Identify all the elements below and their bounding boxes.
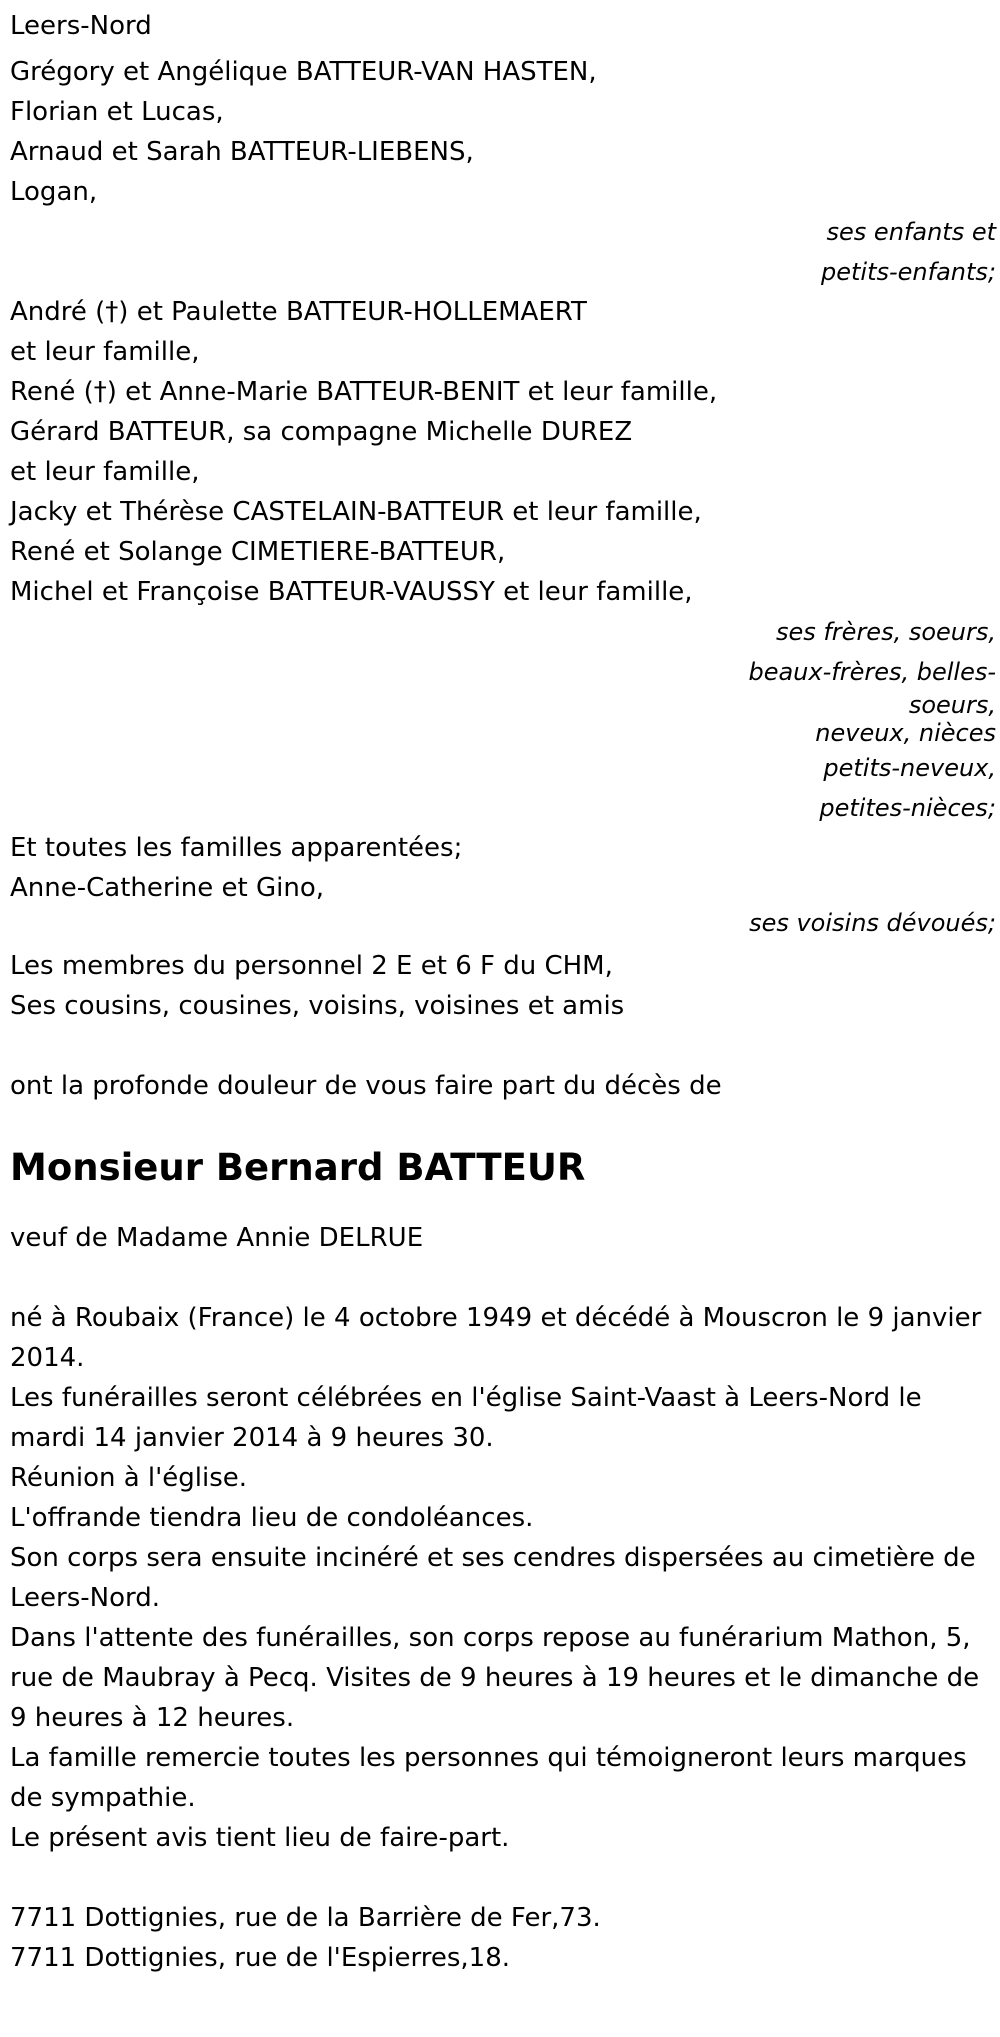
detail-paragraph: Le présent avis tient lieu de faire-part. (10, 1823, 510, 1853)
detail-paragraph: Les funérailles seront célébrées en l'église Saint-Vaast à Leers-Nord le mardi 14 janvier 2014 à 9 heures 30. (10, 1383, 922, 1453)
addresses-block (10, 1898, 996, 1978)
family-line: et leur famille, (10, 457, 200, 487)
family-line: et leur famille, (10, 337, 200, 367)
announcement-text: ont la profonde douleur de vous faire part du décès de (10, 1071, 722, 1101)
family-line: André (†) et Paulette BATTEUR-HOLLEMAERT (10, 297, 587, 327)
siblings-block (10, 292, 996, 828)
family-line: Logan, (10, 177, 98, 207)
relation-label: petites-nièces; (819, 794, 996, 822)
family-line: Grégory et Angélique BATTEUR-VAN HASTEN, (10, 57, 597, 87)
obituary-notice (10, 6, 996, 1978)
family-line: Arnaud et Sarah BATTEUR-LIEBENS, (10, 137, 474, 167)
widower-line: veuf de Madame Annie DELRUE (10, 1223, 424, 1253)
families-line: Et toutes les familles apparentées; (10, 833, 463, 863)
family-line: Florian et Lucas, (10, 97, 224, 127)
place-name: Leers-Nord (10, 11, 152, 41)
family-line: René (†) et Anne-Marie BATTEUR-BENIT et leur famille, (10, 377, 718, 407)
address-line: 7711 Dottignies, rue de l'Espierres,18. (10, 1943, 511, 1973)
relation-label: soeurs, (908, 691, 996, 719)
address-line: 7711 Dottignies, rue de la Barrière de Fer,73. (10, 1903, 601, 1933)
family-line: Gérard BATTEUR, sa compagne Michelle DUREZ (10, 417, 633, 447)
relation-label: petits-neveux, (823, 754, 996, 782)
family-line: Les membres du personnel 2 E et 6 F du CHM, (10, 951, 613, 981)
family-line: Anne-Catherine et Gino, (10, 873, 325, 903)
relation-label: neveux, nièces (815, 719, 996, 747)
relation-label: beaux-frères, belles- (748, 658, 996, 686)
relation-label: petits-enfants; (821, 258, 996, 286)
neighbours-block (10, 868, 996, 938)
detail-paragraph: né à Roubaix (France) le 4 octobre 1949 et décédé à Mouscron le 9 janvier 2014. (10, 1303, 982, 1373)
family-line: René et Solange CIMETIERE-BATTEUR, (10, 537, 506, 567)
detail-paragraph: Son corps sera ensuite incinéré et ses cendres dispersées au cimetière de Leers-Nord. (10, 1543, 976, 1613)
spacer (10, 1258, 996, 1298)
detail-paragraph: La famille remercie toutes les personnes qui témoigneront leurs marques de sympathie. (10, 1743, 967, 1813)
detail-paragraph: L'offrande tiendra lieu de condoléances. (10, 1503, 534, 1533)
family-line: Ses cousins, cousines, voisins, voisines et amis (10, 991, 625, 1021)
children-block (10, 52, 996, 292)
details-block (10, 1298, 996, 1858)
relation-label: ses voisins dévoués; (749, 909, 996, 937)
relation-label: ses frères, soeurs, (775, 618, 996, 646)
detail-paragraph: Dans l'attente des funérailles, son corps repose au funérarium Mathon, 5, rue de Maubray à Pecq. Visites de 9 heures à 19 heures et le dimanche de 9 heures à 12 heures. (10, 1623, 980, 1733)
spacer (10, 1026, 996, 1066)
detail-paragraph: Réunion à l'église. (10, 1463, 248, 1493)
family-line: Michel et Françoise BATTEUR-VAUSSY et leur famille, (10, 577, 693, 607)
others-block (10, 946, 996, 1026)
deceased-name: Monsieur Bernard BATTEUR (10, 1146, 586, 1189)
family-line: Jacky et Thérèse CASTELAIN-BATTEUR et leur famille, (10, 497, 702, 527)
spacer (10, 1858, 996, 1898)
relation-label: ses enfants et (826, 218, 996, 246)
